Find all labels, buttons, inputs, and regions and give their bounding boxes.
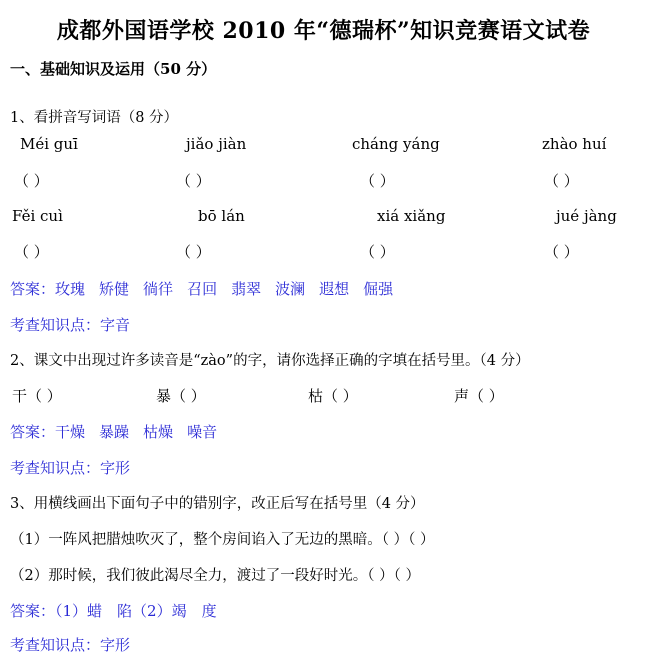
pinyin-4: zhào huí — [542, 135, 607, 153]
pinyin-5: Fěi cuì — [12, 207, 63, 225]
knowledge-point-1: 考查知识点：字音 — [10, 316, 131, 334]
answer-word: 翡翠 — [231, 280, 262, 298]
pinyin-8: jué jàng — [556, 207, 617, 225]
fill-item: 枯（ ） — [308, 387, 358, 405]
answer-blank: （ ） — [544, 172, 579, 190]
answer-word: 波澜 — [275, 280, 306, 298]
answer-blank: （ ） — [544, 243, 579, 261]
knowledge-point-3: 考查知识点：字形 — [10, 636, 131, 654]
answer-line-1 — [10, 278, 407, 299]
knowledge-point-2: 考查知识点：字形 — [10, 459, 131, 477]
sentence-1: （1）一阵风把腊烛吹灭了，整个房间谄入了无边的黑暗。（ ）（ ） — [10, 532, 435, 548]
answer-word: 枯燥 — [143, 423, 174, 441]
answer-line-2 — [10, 421, 231, 442]
sentence-2: （2）那时候，我们彼此渴尽全力，渡过了一段好时光。（ ）（ ） — [10, 568, 420, 584]
answer-word: 遐想 — [319, 280, 350, 298]
answer-word: 倔强 — [363, 280, 394, 298]
answer-line-3: 答案：（1）蜡 陷（2）竭 度 — [10, 602, 217, 620]
answer-word: 干燥 — [55, 423, 86, 441]
answer-word: 矫健 — [99, 280, 130, 298]
answer-word: 暴躁 — [99, 423, 130, 441]
question-1-prompt: 1、看拼音写词语（8 分） — [10, 110, 179, 126]
pinyin-2: jiǎo jiàn — [186, 135, 247, 153]
answer-blank: （ ） — [176, 243, 211, 261]
answer-word: 噪音 — [187, 423, 218, 441]
answer-blank: （ ） — [14, 243, 49, 261]
answer-word: 徜徉 — [143, 280, 174, 298]
question-3-prompt: 3、用横线画出下面句子中的错别字，改正后写在括号里（4 分） — [10, 496, 425, 512]
section-heading: 一、基础知识及运用（50 分） — [10, 60, 217, 78]
answer-word: 玫瑰 — [55, 280, 86, 298]
pinyin-3: cháng yáng — [352, 135, 440, 153]
pinyin-1: Méi guī — [20, 135, 78, 153]
answer-label: 答案： — [10, 280, 56, 298]
answer-blank: （ ） — [360, 172, 395, 190]
answer-blank: （ ） — [176, 172, 211, 190]
answer-blank: （ ） — [14, 172, 49, 190]
fill-item: 声（ ） — [454, 387, 504, 405]
answer-label: 答案： — [10, 423, 56, 441]
answer-word: 召回 — [187, 280, 218, 298]
fill-item: 暴（ ） — [156, 387, 206, 405]
document-title: 成都外国语学校 2010 年“德瑞杯”知识竞赛语文试卷 — [56, 18, 591, 44]
pinyin-6: bō lán — [198, 207, 245, 225]
answer-blank: （ ） — [360, 243, 395, 261]
fill-item: 干（ ） — [12, 387, 62, 405]
question-2-prompt: 2、课文中出现过许多读音是“zào”的字，请你选择正确的字填在括号里。（4 分） — [10, 353, 530, 369]
pinyin-7: xiá xiǎng — [377, 207, 446, 225]
